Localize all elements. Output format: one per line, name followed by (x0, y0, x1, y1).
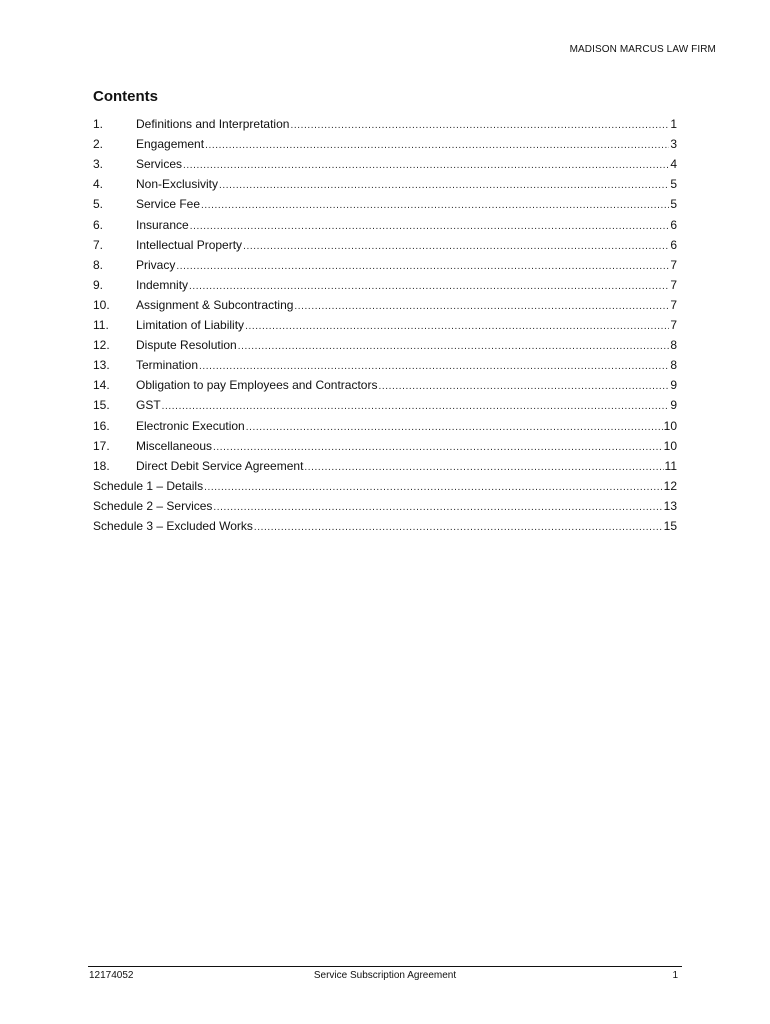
toc-entry-title: Miscellaneous (136, 438, 213, 453)
toc-entry-number: 10. (93, 297, 110, 312)
toc-entry-page: 12 (663, 478, 677, 493)
toc-entry-number: 4. (93, 177, 104, 192)
toc-entry-page: 11 (664, 458, 677, 473)
toc-dot-leader (189, 275, 669, 295)
toc-entry-section-4[interactable] (93, 174, 677, 194)
toc-entry-title: Engagement (136, 137, 205, 152)
toc-entry-section-2[interactable] (93, 134, 677, 154)
toc-entry-section-6[interactable] (93, 214, 677, 234)
toc-entry-page: 8 (670, 358, 677, 373)
toc-dot-leader (243, 235, 669, 255)
footer-divider (88, 966, 682, 967)
toc-entry-page: 10 (663, 438, 677, 453)
toc-dot-leader (162, 395, 670, 415)
toc-dot-leader (290, 114, 669, 134)
toc-dot-leader (219, 174, 669, 194)
toc-entry-schedule-1[interactable] (93, 476, 677, 496)
toc-entry-title: Indemnity (136, 277, 189, 292)
toc-dot-leader (183, 154, 669, 174)
toc-entry-section-8[interactable] (93, 255, 677, 275)
toc-entry-section-13[interactable] (93, 355, 677, 375)
toc-dot-leader (254, 516, 663, 536)
toc-entry-title: Termination (136, 358, 199, 373)
toc-entry-section-12[interactable] (93, 335, 677, 355)
toc-entry-title: Electronic Execution (136, 418, 245, 433)
toc-dot-leader (378, 375, 669, 395)
toc-entry-section-14[interactable] (93, 375, 677, 395)
toc-entry-number: 12. (93, 338, 110, 353)
toc-entry-page: 7 (670, 297, 677, 312)
toc-entry-page: 7 (670, 318, 677, 333)
contents-title: Contents (93, 88, 158, 105)
toc-entry-section-5[interactable] (93, 194, 677, 214)
toc-entry-page: 4 (670, 157, 677, 172)
toc-entry-page: 10 (663, 418, 677, 433)
toc-entry-title: Insurance (136, 217, 189, 232)
toc-entry-title: Dispute Resolution (136, 338, 237, 353)
toc-entry-title: Limitation of Liability (136, 318, 245, 333)
toc-entry-number: 14. (93, 378, 110, 393)
toc-dot-leader (205, 134, 669, 154)
toc-entry-schedule-3[interactable] (93, 516, 677, 536)
toc-entry-page: 6 (670, 237, 677, 252)
toc-entry-section-17[interactable] (93, 436, 677, 456)
toc-entry-section-1[interactable] (93, 114, 677, 134)
toc-entry-section-10[interactable] (93, 295, 677, 315)
toc-dot-leader (199, 355, 669, 375)
toc-entry-number: 3. (93, 157, 104, 172)
toc-entry-number: 7. (93, 237, 104, 252)
footer-doc-number: 12174052 (89, 970, 134, 981)
toc-entry-title: GST (136, 398, 161, 413)
toc-entry-page: 6 (670, 217, 677, 232)
toc-dot-leader (245, 315, 669, 335)
toc-dot-leader (294, 295, 669, 315)
toc-entry-title: Obligation to pay Employees and Contractors (136, 378, 378, 393)
toc-entry-page: 3 (670, 137, 677, 152)
toc-entry-page: 13 (663, 498, 677, 513)
toc-entry-section-3[interactable] (93, 154, 677, 174)
toc-entry-page: 1 (670, 117, 677, 132)
toc-entry-number: 13. (93, 358, 110, 373)
toc-entry-section-11[interactable] (93, 315, 677, 335)
toc-entry-page: 7 (670, 277, 677, 292)
toc-dot-leader (204, 476, 663, 496)
toc-entry-title: Privacy (136, 257, 176, 272)
toc-entry-page: 7 (670, 257, 677, 272)
toc-entry-number: 16. (93, 418, 110, 433)
toc-entry-page: 9 (670, 378, 677, 393)
toc-entry-section-9[interactable] (93, 275, 677, 295)
toc-entry-section-15[interactable] (93, 395, 677, 415)
toc-dot-leader (238, 335, 670, 355)
toc-entry-title: Non-Exclusivity (136, 177, 219, 192)
toc-dot-leader (213, 436, 663, 456)
toc-entry-title: Schedule 3 – Excluded Works (93, 518, 253, 533)
toc-entry-number: 5. (93, 197, 104, 212)
toc-entry-title: Services (136, 157, 183, 172)
toc-entry-number: 9. (93, 277, 104, 292)
toc-entry-number: 18. (93, 458, 110, 473)
toc-entry-page: 5 (670, 197, 677, 212)
toc-entry-page: 8 (670, 338, 677, 353)
toc-entry-page: 9 (670, 398, 677, 413)
toc-entry-section-16[interactable] (93, 415, 677, 435)
toc-entry-title: Assignment & Subcontracting (136, 297, 294, 312)
toc-entry-title: Schedule 1 – Details (93, 478, 204, 493)
toc-entry-number: 6. (93, 217, 104, 232)
toc-dot-leader (201, 194, 669, 214)
toc-entry-page: 5 (670, 177, 677, 192)
toc-entry-section-18[interactable] (93, 456, 677, 476)
toc-dot-leader (213, 496, 662, 516)
toc-entry-title: Direct Debit Service Agreement (136, 458, 304, 473)
toc-entry-page: 15 (663, 518, 677, 533)
toc-entry-title: Intellectual Property (136, 237, 243, 252)
toc-entry-number: 17. (93, 438, 110, 453)
table-of-contents (93, 114, 677, 536)
toc-dot-leader (246, 416, 663, 436)
toc-dot-leader (304, 456, 663, 476)
toc-dot-leader (176, 255, 669, 275)
toc-entry-number: 2. (93, 137, 104, 152)
toc-entry-number: 1. (93, 117, 104, 132)
footer-page-number: 1 (672, 970, 678, 981)
toc-entry-number: 8. (93, 257, 104, 272)
firm-header: MADISON MARCUS LAW FIRM (569, 44, 716, 55)
toc-entry-schedule-2[interactable] (93, 496, 677, 516)
toc-entry-title: Service Fee (136, 197, 201, 212)
toc-dot-leader (190, 215, 670, 235)
footer-doc-title: Service Subscription Agreement (313, 970, 457, 981)
toc-entry-title: Definitions and Interpretation (136, 117, 290, 132)
toc-entry-number: 15. (93, 398, 110, 413)
toc-entry-number: 11. (93, 318, 109, 333)
toc-entry-title: Schedule 2 – Services (93, 498, 213, 513)
toc-entry-section-7[interactable] (93, 235, 677, 255)
